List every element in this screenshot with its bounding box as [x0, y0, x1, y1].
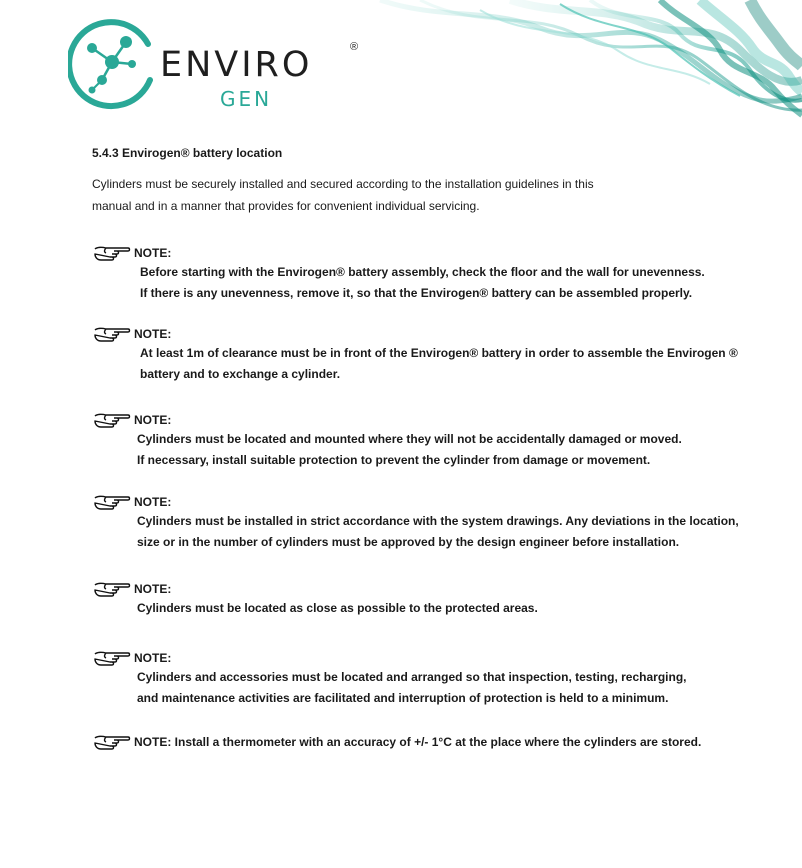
note-body	[140, 262, 705, 304]
smoke-swirl-icon	[360, 0, 802, 120]
brand-logo	[68, 14, 368, 110]
pointing-hand-icon	[92, 244, 132, 262]
section-intro	[92, 173, 652, 217]
brand-name: ENVIRO	[160, 45, 313, 85]
note-header	[92, 411, 682, 429]
molecule-logo-icon	[68, 14, 160, 110]
pointing-hand-icon	[92, 649, 132, 667]
note-body	[137, 667, 686, 709]
note-title: NOTE:	[134, 413, 172, 427]
note-title: NOTE:	[134, 651, 172, 665]
note-line: Before starting with the Envirogen® battery assembly, check the floor and the wall for unevenness.	[140, 265, 705, 279]
note-line: Cylinders must be installed in strict accordance with the system drawings. Any deviations in the location,	[137, 514, 739, 528]
pointing-hand-icon	[92, 411, 132, 429]
note-title: NOTE:	[134, 327, 172, 341]
note-body	[137, 511, 739, 553]
note-header	[92, 649, 686, 667]
note-title: NOTE: Install a thermometer with an accuracy of +/- 1°C at the place where the cylinders are stored.	[134, 735, 702, 749]
note-line: and maintenance activities are facilitated and interruption of protection is held to a minimum.	[137, 691, 669, 705]
note-block	[92, 411, 682, 471]
note-line: battery and to exchange a cylinder.	[140, 367, 341, 381]
note-header	[92, 244, 705, 262]
note-title: NOTE:	[134, 582, 172, 596]
intro-line: manual and in a manner that provides for convenient individual servicing.	[92, 199, 480, 213]
note-title: NOTE:	[134, 495, 172, 509]
pointing-hand-icon	[92, 580, 132, 598]
note-title: NOTE:	[134, 246, 172, 260]
intro-line: Cylinders must be securely installed and secured according to the installation guidelines in this	[92, 177, 594, 191]
note-header	[92, 733, 701, 751]
pointing-hand-icon	[92, 325, 132, 343]
note-line: If necessary, install suitable protection to prevent the cylinder from damage or movement.	[137, 453, 651, 467]
note-block	[92, 733, 701, 751]
note-line: Cylinders and accessories must be located and arranged so that inspection, testing, recharging,	[137, 670, 687, 684]
registered-mark: ®	[350, 41, 359, 53]
note-line: If there is any unevenness, remove it, so that the Envirogen® battery can be assembled properly.	[140, 286, 693, 300]
note-block	[92, 580, 538, 619]
note-line: size or in the number of cylinders must be approved by the design engineer before installation.	[137, 535, 680, 549]
note-header	[92, 580, 538, 598]
note-line: Cylinders must be located and mounted where they will not be accidentally damaged or moved.	[137, 432, 682, 446]
note-block	[92, 493, 739, 553]
pointing-hand-icon	[92, 493, 132, 511]
note-body	[140, 343, 738, 385]
note-body	[137, 429, 682, 471]
note-line: At least 1m of clearance must be in front of the Envirogen® battery in order to assemble the Envirogen ®	[140, 346, 738, 360]
note-body	[137, 598, 538, 619]
note-block	[92, 649, 686, 709]
note-header	[92, 493, 739, 511]
note-line: Cylinders must be located as close as possible to the protected areas.	[137, 601, 538, 615]
note-header	[92, 325, 738, 343]
note-block	[92, 244, 705, 304]
note-block	[92, 325, 738, 385]
section-heading: 5.4.3 Envirogen® battery location	[92, 146, 283, 160]
pointing-hand-icon	[92, 733, 132, 751]
brand-subname: GEN	[220, 87, 273, 111]
